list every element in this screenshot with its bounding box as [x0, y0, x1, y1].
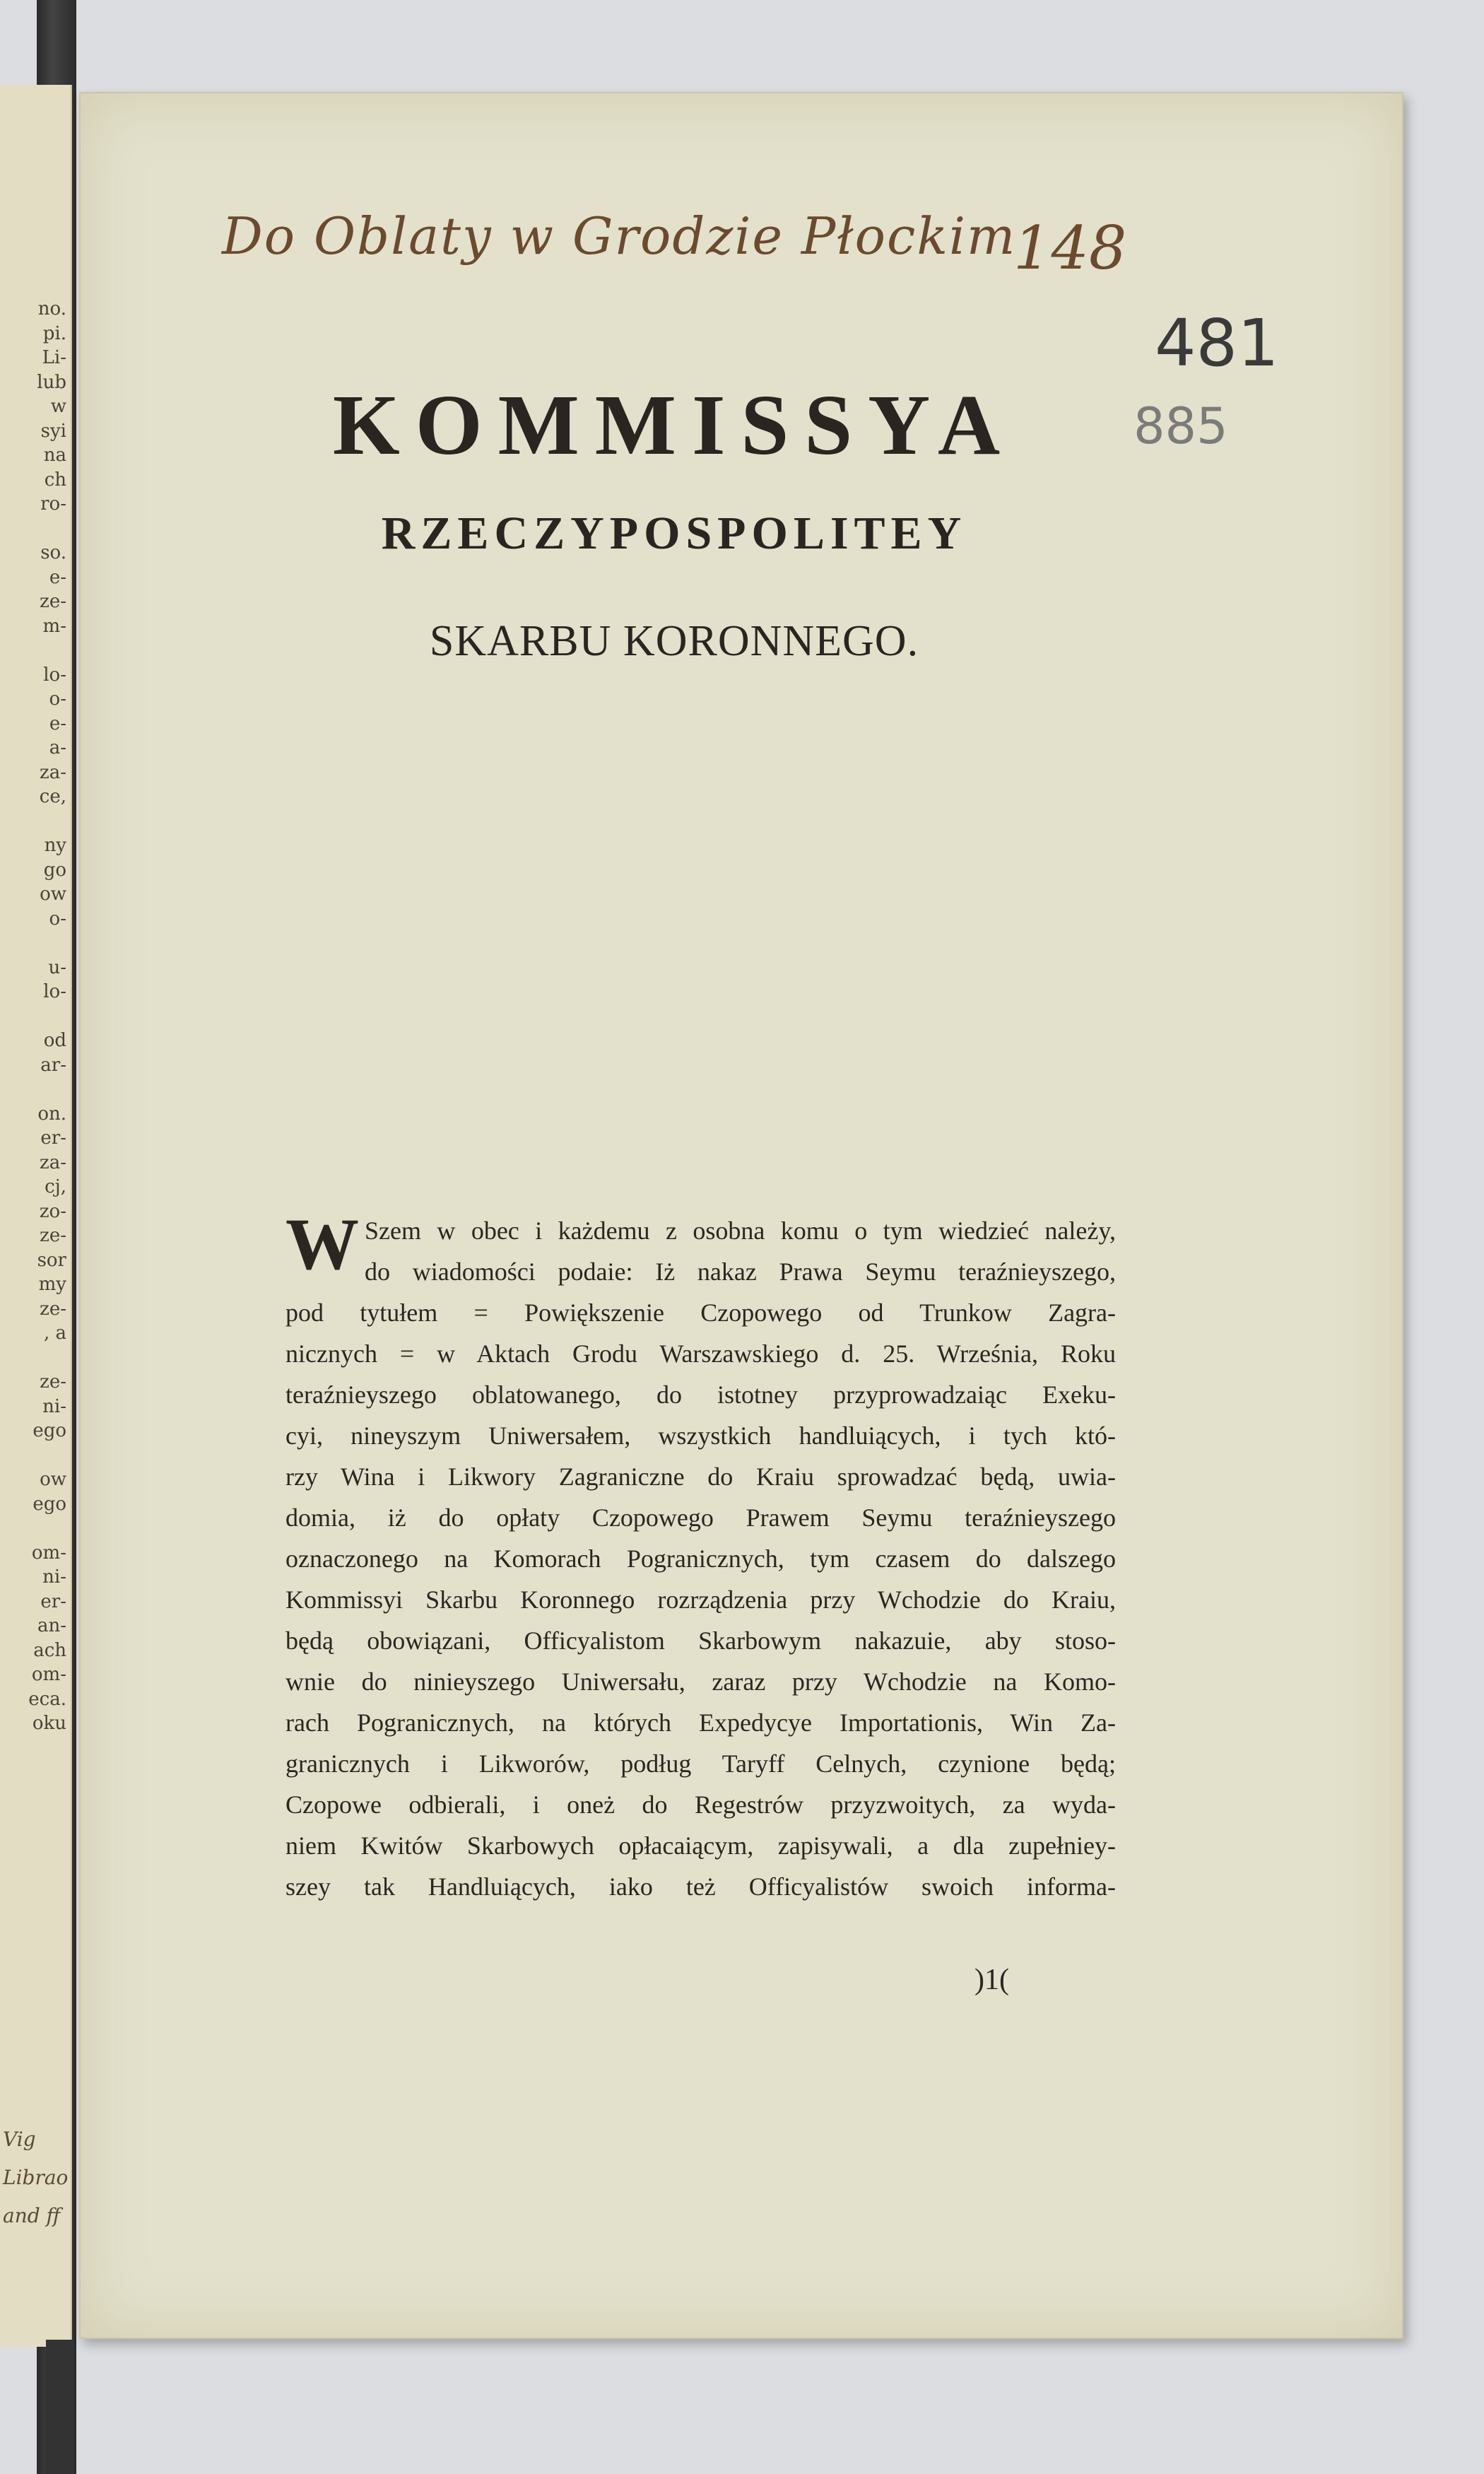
left-margin-text: no. pi. Li- lub w syi na ch ro- so. e- ze- m- lo- o- e- a- za- ce, ny go ow o- u- lo- od ar- on. er- za- cj, zo- ze- sor my ze- , a ze- ni- ego ow ego om- ni- er- an- ach om- eca. oku: [28, 298, 66, 1734]
body-line: do wiadomości podaie: Iż nakaz Prawa Seymu teraźnieyszego,: [365, 1257, 1116, 1286]
drop-cap: W: [285, 1204, 359, 1285]
body-line: pod tytułem = Powiększenie Czopowego od Trunkow Zagra-: [285, 1298, 1116, 1327]
left-margin-handwriting: Vig Librao and ff: [3, 2128, 69, 2227]
handwritten-oblaty-note: Do Oblaty w Grodzie Płockim: [222, 206, 1017, 266]
body-line: Kommissyi Skarbu Koronnego rozrządzenia przy Wchodzie do Kraiu,: [285, 1585, 1116, 1614]
body-line: teraźnieyszego oblatowanego, do istotney przyprowadzaiąc Exeku-: [285, 1380, 1116, 1409]
body-line: Czopowe odbierali, i oneż do Regestrów przyzwoitych, za wyda-: [285, 1790, 1116, 1819]
body-line: granicznych i Likworów, podług Taryff Celnych, czynione będą;: [285, 1749, 1116, 1778]
handwritten-number-885: 885: [1133, 397, 1228, 455]
body-line: domia, iż do opłaty Czopowego Prawem Seymu teraźnieyszego: [285, 1503, 1116, 1532]
body-line: niem Kwitów Skarbowych opłacaiącym, zapisywali, a dla zupełnieу-: [285, 1831, 1116, 1860]
heading-skarbu-koronnego: SKARBU KORONNEGO.: [429, 617, 919, 665]
body-line: szey tak Handluiących, iako też Officyalistów swoich informa-: [285, 1872, 1116, 1901]
catchword: )1(: [974, 1964, 1009, 1996]
handwritten-number-481: 481: [1155, 305, 1279, 381]
body-line: nicznych = w Aktach Grodu Warszawskiego d. 25. Września, Roku: [285, 1339, 1116, 1368]
body-line: rzy Wina i Likwory Zagraniczne do Kraiu sprowadzać będą, uwia-: [285, 1462, 1116, 1491]
heading-rzeczypospolitey: RZECZYPOSPOLITEY: [381, 508, 967, 559]
heading-kommissya: KOMMISSYA: [332, 377, 1016, 473]
handwritten-number-148: 148: [1013, 213, 1127, 283]
body-line: cyi, nineyszym Uniwersałem, wszystkich handluiących, i tych któ-: [285, 1421, 1116, 1450]
body-line: będą obowiązani, Officyalistom Skarbowym nakazuie, aby stoso-: [285, 1626, 1116, 1655]
body-line: wnie do ninieyszego Uniwersału, zaraz przy Wchodzie na Komo-: [285, 1667, 1116, 1696]
body-line: oznaczonego na Komorach Pogranicznych, tym czasem do dalszego: [285, 1544, 1116, 1573]
document-sheet: [79, 92, 1403, 2339]
left-page-edge: [0, 85, 72, 2347]
binding-clip: [46, 2340, 74, 2474]
body-line: rach Pogranicznych, na których Expedycye Importationis, Win Za-: [285, 1708, 1116, 1737]
body-paragraph: [285, 1204, 1116, 1907]
body-line: Szem w obec i każdemu z osobna komu o tym wiedzieć należy,: [365, 1217, 1116, 1245]
